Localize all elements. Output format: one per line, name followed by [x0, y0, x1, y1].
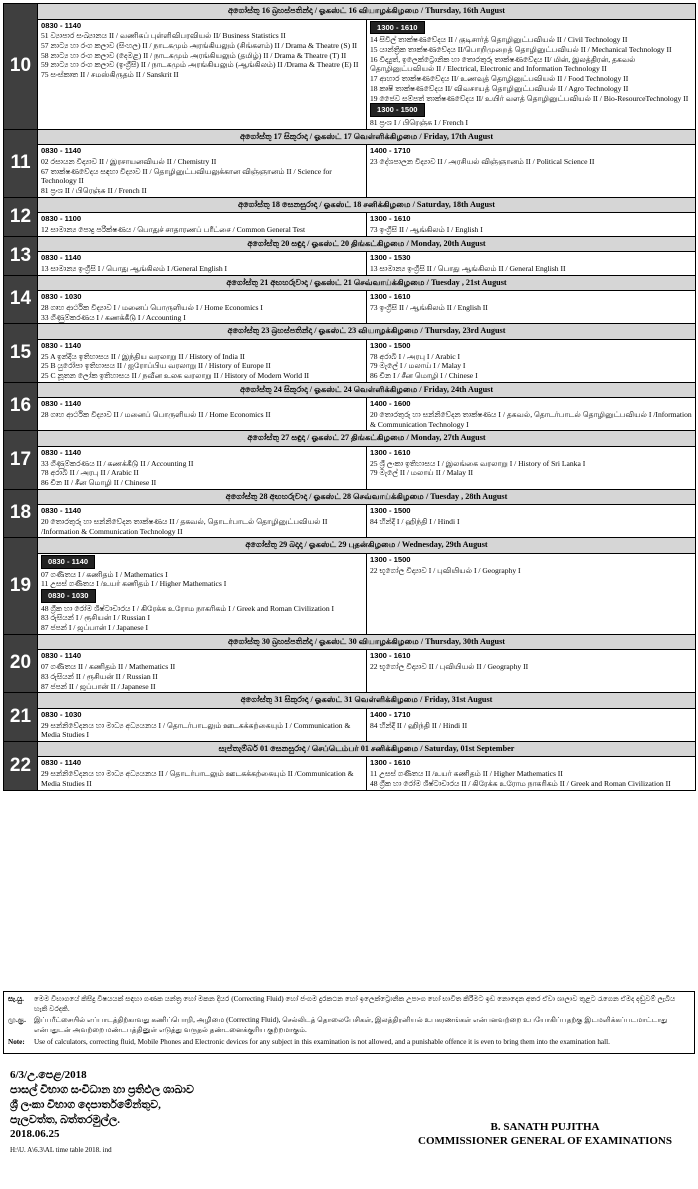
subject-line: 51 ව්‍යාපාර සංඛ්‍යානය II / வணிகப் புள்ளிவிபரவியல் II/ Business Statistics II: [41, 31, 286, 41]
day-header-row: [4, 382, 696, 398]
day-sessions-row: [4, 650, 696, 693]
afternoon-sessions: [367, 708, 696, 741]
day-number: 22: [4, 741, 38, 790]
afternoon-sessions: [367, 252, 696, 275]
day-sessions-row: [4, 505, 696, 538]
morning-sessions: [38, 291, 367, 324]
exam-notes: [3, 991, 695, 1054]
date-header: අගෝස්තු 18 සෙනසුරාදා / ஓகஸ்ட் 18 சனிக்கிழமை / Saturday, 18th August: [38, 197, 696, 213]
subject-line: 14 සිවිල් තාක්ෂණවේදය II / குடிசார்த் தொழினுட்பவியல் II / Civil Technology II: [370, 35, 628, 45]
day-sessions-row: [4, 398, 696, 431]
signatory-name: B. SANATH PUJITHA: [490, 1121, 600, 1133]
afternoon-sessions: [367, 757, 696, 790]
day-number: 21: [4, 693, 38, 742]
signatory-title: COMMISSIONER GENERAL OF EXAMINATIONS: [418, 1135, 672, 1148]
morning-sessions: [38, 553, 367, 634]
subject-line: 22 භූගෝල විද්‍යාව II / புவியியல் II / Geography II: [370, 662, 529, 672]
note-row: [8, 995, 690, 1014]
day-header-row: [4, 431, 696, 447]
day-sessions-row: [4, 446, 696, 489]
subject-line: 57 නාට්‍ය හා රංග කලාව (සිංහල) II / நாடகமும் அரங்கியலும் (சிங்களம்) II / Drama & Theatre (S) II: [41, 40, 358, 50]
day-number: 18: [4, 489, 38, 538]
morning-sessions: [38, 252, 367, 275]
file-path: H:\U. A\6.3\AL time table 2018. ind: [10, 1146, 112, 1155]
subject-line: 19 ජෛව සම්පත් තාක්ෂණවේදය II/ உயிர் வளத் தொழினுட்பவியல் II / Bio-ResourceTechnology II: [370, 93, 689, 103]
subject-line: 20 තොරතුරු හා සන්නිවේදන තාක්ෂණය I / தகவல், தொடர்பாடல் தொழினுட்பவியல் I /Information & Communication Technology I: [370, 409, 692, 429]
subject-line: 87 ජපන් I / ஜப்பான் I / Japanese I: [41, 623, 148, 633]
subject-line: 86 චීන I / சீன மொழி I / Chinese I: [370, 370, 478, 380]
subject-line: 07 ගණිතය I / கணிதம் I / Mathematics I: [41, 569, 168, 579]
day-header-row: [4, 634, 696, 650]
subject-line: 18 කෘෂි තාක්ෂණවේදය II/ விவசாயத் தொழினுட்பவியல் II / Agro Technology II: [370, 83, 629, 93]
session-time: 1300 - 1500: [370, 103, 425, 117]
session-time: 0830 - 1140: [41, 20, 82, 30]
subject-line: 33 ගිණුම්කරණය II / கணக்கீடு II / Accounting II: [41, 458, 194, 468]
session-time: 1300 - 1610: [370, 292, 411, 302]
afternoon-sessions: [367, 650, 696, 693]
date-header: සැප්තැම්බර් 01 සෙනසුරාදා / செப்டெம்பர் 01 சனிக்கிழமை / Saturday, 01st September: [38, 741, 696, 757]
session-time: 1400 - 1600: [370, 399, 411, 409]
session-time: 0830 - 1030: [41, 709, 82, 719]
morning-sessions: [38, 398, 367, 431]
subject-line: 13 සාමාන්‍ය ඉංග්‍රීසි I / பொது ஆங்கிலம் I /General English I: [41, 263, 228, 273]
subject-line: 86 චීන II / சீன மொழி II / Chinese II: [41, 478, 157, 487]
date-header: අගෝස්තු 28 අඟහරුවාදා / ஓகஸ்ட் 28 செவ்வாய்க்கிழமை / Tuesday , 28th August: [38, 489, 696, 505]
session-time: 0830 - 1100: [41, 214, 82, 224]
subject-line: 13 සාමාන්‍ය ඉංග්‍රීසි II / பொது ஆங்கிலம் II / General English II: [370, 263, 566, 273]
subject-line: 79 මැලේ II / மலாய் II / Malay II: [370, 468, 474, 478]
morning-sessions: [38, 19, 367, 129]
session-time: 1300 - 1610: [370, 651, 411, 661]
afternoon-sessions: [367, 145, 696, 198]
subject-line: 78 අරාබි I / அரபு I / Arabic I: [370, 351, 461, 361]
session-time: 0830 - 1140: [41, 399, 82, 409]
note-text: இப்பரீட்சையில் எப்பாடத்திற்காவது கணிப்பொறி, அழிமை (Correcting Fluid), செல்லிடத் தொலைபேசிகள், இலத்திரனியல் உபகரணங்கள் என்பனவற்றை உபயோகிப்பதற்கு இடமளிக்கப்படமாட்டாது என்பதுடன் அவற்றை மண்டபத்தினுள் எடுத்து வருதல் தண்டனைக்குரிய குற்றமாகும்.: [34, 1016, 668, 1035]
session-time: 1300 - 1610: [370, 447, 411, 457]
date-header: අගෝස්තු 24 සිකුරාදා / ஓகஸ்ட் 24 வெள்ளிக்கிழமை / Friday, 24th August: [38, 382, 696, 398]
day-number: 12: [4, 197, 38, 236]
day-header-row: [4, 324, 696, 340]
morning-sessions: [38, 505, 367, 538]
session-time: 0830 - 1030: [41, 292, 82, 302]
subject-line: 22 භූගෝල විද්‍යාව I / புவியியல் I / Geography I: [370, 565, 521, 575]
subject-line: 15 යාන්ත්‍රික තාක්ෂණවේදය II/பொறிமுறைத் தொழினுட்பவியல் II / Mechanical Technology II: [370, 44, 672, 54]
subject-line: 83 රුසියන් II / ரூசியன் II / Russian II: [41, 671, 158, 681]
session-time: 1300 - 1610: [370, 214, 411, 224]
day-header-row: [4, 741, 696, 757]
day-number: 16: [4, 382, 38, 431]
session-time: 0830 - 1140: [41, 253, 82, 263]
day-header-row: [4, 4, 696, 20]
day-header-row: [4, 197, 696, 213]
day-sessions-row: [4, 19, 696, 129]
day-sessions-row: [4, 757, 696, 790]
session-time: 0830 - 1140: [41, 651, 82, 661]
issuing-office: [10, 1068, 340, 1156]
day-sessions-row: [4, 291, 696, 324]
session-time: 1400 - 1710: [370, 146, 411, 156]
signatory: [395, 1120, 695, 1149]
issue-date: 2018.06.25: [10, 1128, 60, 1141]
subject-line: 20 තොරතුරු හා සන්නිවේදන තාක්ෂණය II / தகவல், தொடர்பாடல் தொழினுட்பவியல் II /Information & Communication Technology II: [41, 516, 328, 536]
day-number: 15: [4, 324, 38, 382]
afternoon-sessions: [367, 19, 696, 129]
subject-line: 81 ප්‍රංශ II / பிரெஞ்சு II / French II: [41, 186, 147, 196]
subject-line: 73 ඉංග්‍රීසි II / ஆங்கிலம் I / English I: [370, 225, 483, 234]
session-time: 1300 - 1500: [370, 554, 411, 564]
day-number: 20: [4, 634, 38, 692]
day-sessions-row: [4, 553, 696, 634]
date-header: අගෝස්තු 16 බ්‍රහස්පතින්දා / ஓகஸ்ட் 16 வியாழக்கிழமை / Thursday, 16th August: [38, 4, 696, 20]
morning-sessions: [38, 213, 367, 236]
morning-sessions: [38, 446, 367, 489]
subject-line: 29 සන්නිවේදනය හා මාධ්‍ය අධ්‍යයනය II / தொடர்பாடலும் ஊடகக்கற்கையும் II /Communication & Media Studies II: [41, 769, 354, 788]
subject-line: 67 තාක්ෂණවේදය සඳහා විද්‍යාව II / தொழினுட்பவியலுக்கான விஞ்ஞானம் II / Science for Technology II: [41, 166, 332, 186]
morning-sessions: [38, 708, 367, 741]
afternoon-sessions: [367, 291, 696, 324]
subject-line: 25 B යුරෝපා ඉතිහාසය II / ஐரோப்பிய வரலாறு II / History of Europe II: [41, 361, 271, 371]
subject-line: 87 ජපන් II / ஜப்பான் II / Japanese II: [41, 681, 156, 691]
subject-line: 48 ග්‍රීක හා රෝම ශිෂ්ටාචාරය I / கிரேக்க உரோம நாகரிகம் I / Greek and Roman Civilization I: [41, 603, 335, 613]
subject-line: 17 ආහාර තාක්ෂණවේදය II/ உணவுத் தொழினுட்பவியல் II / Food Technology II: [370, 74, 629, 84]
note-text: Use of calculators, correcting fluid, Mobile Phones and Electronic devices for any subject in this examination is not allowed, and a punishable offence it is even to bring them into the examination hall.: [34, 1037, 610, 1046]
afternoon-sessions: [367, 446, 696, 489]
note-row: [8, 1038, 690, 1048]
day-number: 10: [4, 4, 38, 130]
session-time: 0830 - 1140: [41, 506, 82, 516]
date-header: අගෝස්තු 31 සිකුරාදා / ஓகஸ்ட் 31 வெள்ளிக்கிழமை / Friday, 31st August: [38, 693, 696, 709]
day-header-row: [4, 129, 696, 145]
date-header: අගෝස්තු 20 සඳුදා / ஓகஸ்ட் 20 திங்கட்கிழமை / Monday, 20th August: [38, 236, 696, 252]
date-header: අගෝස්තු 17 සිකුරාදා / ஓகஸ்ட் 17 வெள்ளிக்கிழமை / Friday, 17th August: [38, 129, 696, 145]
subject-line: 84 හින්දි II / ஹிந்தி II / Hindi II: [370, 720, 468, 730]
date-header: අගෝස්තු 30 බ්‍රහස්පතින්දා / ஓகஸ்ட் 30 வியாழக்கிழமை / Thursday, 30th August: [38, 634, 696, 650]
reference-number: 6/3/උ.පෙළ/2018: [10, 1069, 87, 1081]
subject-line: 84 හින්දි I / ஹிந்தி I / Hindi I: [370, 516, 460, 526]
subject-line: 28 ගෘහ ආර්ථික විද්‍යාව II / மனைப் பொருளியல் II / Home Economics II: [41, 409, 271, 419]
afternoon-sessions: [367, 213, 696, 236]
subject-line: 12 සාමාන්‍ය පොදු පරීක්ෂණය / பொதுச் சாதாரணப் பரீட்சை / Common General Test: [41, 225, 306, 234]
session-time: 1300 - 1610: [370, 758, 411, 768]
afternoon-sessions: [367, 553, 696, 634]
day-header-row: [4, 693, 696, 709]
day-number: 13: [4, 236, 38, 275]
session-time: 0830 - 1140: [41, 340, 82, 350]
office-line: පැලවත්ත, බත්තරමුල්ල.: [10, 1113, 120, 1126]
session-time: 1300 - 1500: [370, 340, 411, 350]
day-sessions-row: [4, 339, 696, 382]
date-header: අගෝස්තු 21 අඟහරුවාදා / ஓகஸ்ட் 21 செவ்வாய்க்கிழமை / Tuesday , 21st August: [38, 275, 696, 291]
day-header-row: [4, 236, 696, 252]
day-number: 17: [4, 431, 38, 489]
day-sessions-row: [4, 708, 696, 741]
exam-timetable: [3, 3, 696, 791]
day-sessions-row: [4, 213, 696, 236]
session-time: 0830 - 1140: [41, 447, 82, 457]
subject-line: 78 අරාබි II / அரபு II / Arabic II: [41, 468, 139, 478]
afternoon-sessions: [367, 505, 696, 538]
session-time: 0830 - 1140: [41, 555, 95, 569]
morning-sessions: [38, 145, 367, 198]
session-time: 0830 - 1140: [41, 758, 82, 768]
subject-line: 16 විද්‍යුත්, ඉලෙක්ට්‍රොනික හා තොරතුරු තාක්ෂණවේදය II/ மின், இலத்திரன், தகவல் தொழினுட்பவியல் II / Electrical, Electronic and Information Technology II: [370, 54, 636, 74]
date-header: අගෝස්තු 29 බදාදා / ஓகஸ்ட் 29 புதன்கிழமை / Wednesday, 29th August: [38, 538, 696, 554]
day-header-row: [4, 275, 696, 291]
subject-line: 58 නාට්‍ය හා රංග කලාව (දෙමළ) II / நாடகமும் அரங்கியலும் (தமிழ்) II / Drama & Theatre (T) II: [41, 50, 347, 60]
note-label: மு.கு.: [8, 1016, 26, 1025]
subject-line: 25 C නූතන ලෝක ඉතිහාසය II / நவீன உலக வரலாறு II / History of Modern World II: [41, 370, 310, 380]
subject-line: 11 උසස් ගණිතය I /உயர் கணிதம் I / Higher Mathematics I: [41, 579, 227, 589]
subject-line: 29 සන්නිවේදනය හා මාධ්‍ය අධ්‍යයනය I / தொடர்பாடலும் ஊடகக்கற்கையும் I / Communication & Media Studies I: [41, 720, 351, 740]
day-sessions-row: [4, 145, 696, 198]
subject-line: 73 ඉංග්‍රීසි II / ஆங்கிலம் II / English II: [370, 302, 488, 312]
office-line: ශ්‍රී ලංකා විභාග දෙපාර්තමේන්තුව,: [10, 1098, 161, 1111]
office-line: පාසල් විභාග සංවිධාන හා ප්‍රතිඵල ශාඛාව: [10, 1083, 194, 1096]
afternoon-sessions: [367, 339, 696, 382]
session-time: 1300 - 1530: [370, 253, 411, 263]
note-label: සැ.යු.: [8, 995, 24, 1003]
subject-line: 48 ග්‍රීක හා රෝම ශිෂ්ටාචාරය II / கிரேக்க உரோம நாகரிகம் II / Greek and Roman Civilization II: [370, 778, 671, 788]
subject-line: 23 දේශපාලන විද්‍යාව II / அரசியல் விஞ்ஞானம் II / Political Science II: [370, 156, 595, 166]
session-time: 1400 - 1710: [370, 709, 411, 719]
day-number: 14: [4, 275, 38, 324]
morning-sessions: [38, 650, 367, 693]
day-number: 19: [4, 538, 38, 635]
subject-line: 25 ශ්‍රී ලංකා ඉතිහාසය I / இலங்கை வரலாறு I / History of Sri Lanka I: [370, 458, 586, 468]
day-sessions-row: [4, 252, 696, 275]
subject-line: 07 ගණිතය II / கணிதம் II / Mathematics II: [41, 662, 176, 672]
morning-sessions: [38, 339, 367, 382]
morning-sessions: [38, 757, 367, 790]
subject-line: 25 A ඉන්දීය ඉතිහාසය II / இந்திய வரலாறு II / History of India II: [41, 351, 245, 361]
subject-line: 83 රුසියන් I / ரூசியன் I / Russian I: [41, 613, 151, 623]
subject-line: 11 උසස් ගණිතය II /உயர் கணிதம் II / Higher Mathematics II: [370, 769, 563, 779]
day-header-row: [4, 538, 696, 554]
note-text: මෙම විභාගයේ කිසිදු විෂයයක් සඳහා ගණක යන්ත්‍ර හෝ මකන දියර (Correcting Fluid) හෝ ජංගම දුරකථන හෝ ඉලෙක්ට්‍රොනික උපාංග හෝ භාවිත කිරීමට ඉඩ නොදෙන අතර ඒවා ශාලාව තුළට රැගෙන ඒමද දඬුවම් ලැබිය හැකි වරදකි.: [34, 995, 676, 1013]
date-header: අගෝස්තු 23 බ්‍රහස්පතින්දා / ஓகஸ்ட் 23 வியாழக்கிழமை / Thursday, 23rd August: [38, 324, 696, 340]
subject-line: 33 ගිණුම්කරණය I / கணக்கீடு I / Accounting I: [41, 312, 186, 322]
session-time: 0830 - 1030: [41, 589, 96, 603]
subject-line: 59 නාට්‍ය හා රංග කලාව (ඉංග්‍රීසි) II / நாடகமும் அரங்கியலும் (ஆங்கிலம்) II /Drama & Theatre (E) II: [41, 60, 359, 70]
subject-line: 81 ප්‍රංශ I / பிரெஞ்சு I / French I: [370, 117, 469, 127]
date-header: අගෝස්තු 27 සඳුදා / ஓகஸ்ட் 27 திங்கட்கிழமை / Monday, 27th August: [38, 431, 696, 447]
day-number: 11: [4, 129, 38, 197]
session-time: 0830 - 1140: [41, 146, 82, 156]
afternoon-sessions: [367, 398, 696, 431]
note-row: [8, 1016, 690, 1035]
subject-line: 28 ගෘහ ආර්ථික විද්‍යාව I / மனைப் பொருளியல் I / Home Economics I: [41, 302, 263, 312]
note-label: Note:: [8, 1037, 25, 1046]
subject-line: 75 සංස්කෘත II / சமஸ்கிருதம் II / Sanskrit II: [41, 70, 179, 80]
day-header-row: [4, 489, 696, 505]
session-time: 1300 - 1500: [370, 506, 411, 516]
subject-line: 79 මැලේ I / மலாய் I / Malay I: [370, 361, 466, 371]
session-time: 1300 - 1610: [370, 21, 425, 35]
subject-line: 02 රසායන විද්‍යාව II / இரசாயனவியல் II / Chemistry II: [41, 156, 217, 166]
